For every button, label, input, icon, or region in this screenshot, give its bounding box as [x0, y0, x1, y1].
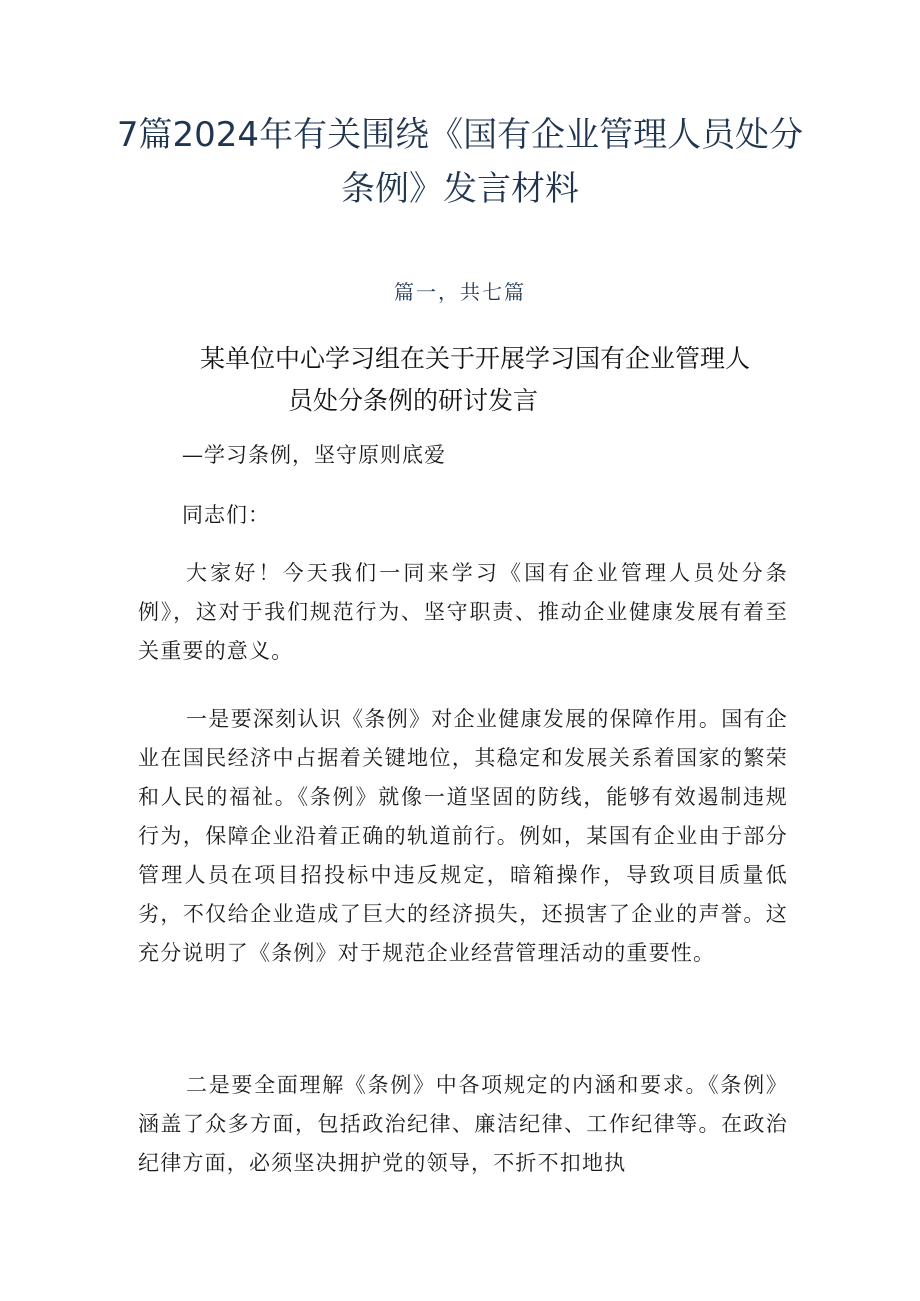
greeting: 同志们： — [182, 503, 270, 527]
section-label: 篇一，共七篇 — [394, 280, 526, 304]
speech-title-line1: 某单位中心学习组在关于开展学习国有企业管理人 — [200, 344, 751, 373]
speech-title-line2: 员处分条例的研讨发言 — [288, 386, 539, 415]
paragraph-point-one: 一是要深刻认识《条例》对企业健康发展的保障作用。国有企业在国民经济中占据着关键地位，其稳定和发展关系着国家的繁荣和人民的福祉。《条例》就像一道坚固的防线，能够有效遏制违规行为，保障企业沿着正确的轨道前行。例如，某国有企业由于部分管理人员在项目招投标中违反规定，暗箱操作，导致项目质量低劣，不仅给企业造成了巨大的经济损失，还损害了企业的声誉。这充分说明了《条例》对于规范企业经营管理活动的重要性。 — [138, 707, 788, 965]
paragraph-point-two: 二是要全面理解《条例》中各项规定的内涵和要求。《条例》涵盖了众多方面，包括政治纪律、廉洁纪律、工作纪律等。在政治纪律方面，必须坚决拥护党的领导，不折不扣地执 — [138, 1073, 788, 1175]
speech-subtitle: —学习条例，坚守原则底爱 — [182, 443, 446, 467]
document-title: 7篇2024年有关围绕《国有企业管理人员处分条例》发言材料 — [116, 115, 804, 209]
paragraph-opening: 大家好！今天我们一同来学习《国有企业管理人员处分条例》，这对于我们规范行为、坚守职责、推动企业健康发展有着至关重要的意义。 — [138, 561, 788, 663]
speech-title — [200, 338, 800, 422]
